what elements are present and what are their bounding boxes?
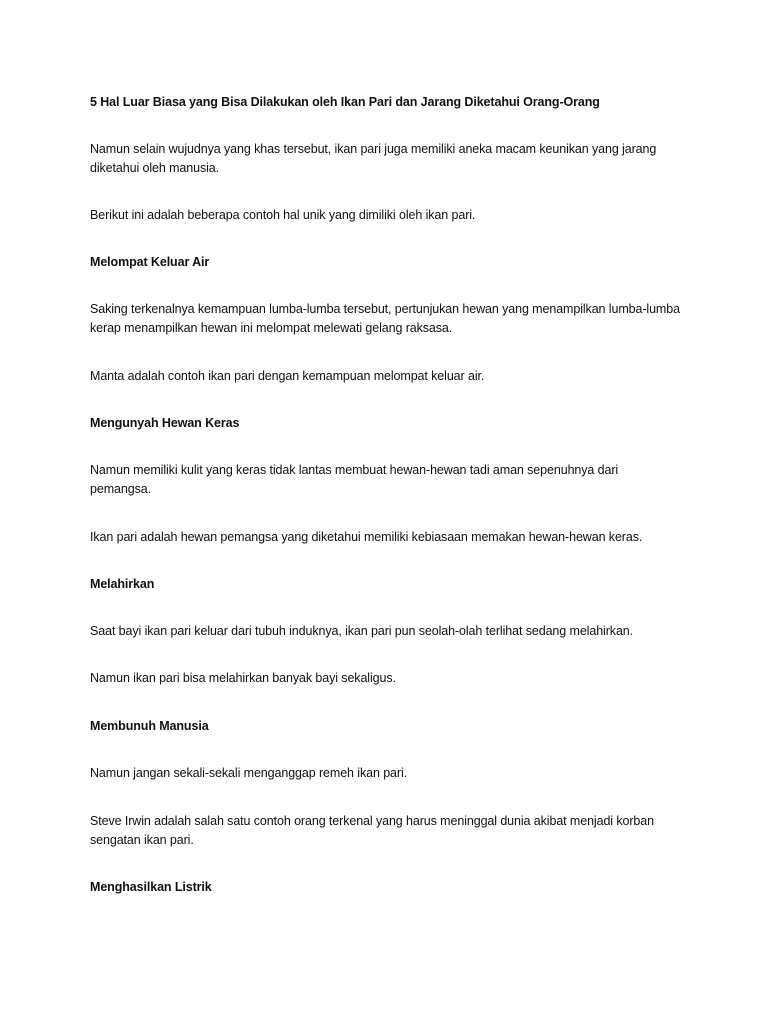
section-paragraph: Namun ikan pari bisa melahirkan banyak bayi sekaligus.	[90, 671, 396, 685]
section-paragraph: Manta adalah contoh ikan pari dengan kemampuan melompat keluar air.	[90, 369, 485, 383]
section-heading-melahirkan: Melahirkan	[90, 577, 155, 591]
section-paragraph: Saking terkenalnya kemampuan lumba-lumba tersebut, pertunjukan hewan yang menampilkan lumba-lumba kerap menampilkan hewan ini melompat melewati gelang raksasa.	[90, 302, 680, 335]
section-paragraph: Namun jangan sekali-sekali menganggap remeh ikan pari.	[90, 766, 408, 780]
section-heading-melompat: Melompat Keluar Air	[90, 255, 210, 269]
section-paragraph: Steve Irwin adalah salah satu contoh orang terkenal yang harus meninggal dunia akibat menjadi korban sengatan ikan pari.	[90, 814, 654, 847]
intro-paragraph-1: Namun selain wujudnya yang khas tersebut, ikan pari juga memiliki aneka macam keunikan yang jarang diketahui oleh manusia.	[90, 142, 657, 175]
section-paragraph: Saat bayi ikan pari keluar dari tubuh induknya, ikan pari pun seolah-olah terlihat sedang melahirkan.	[90, 624, 634, 638]
section-paragraph: Ikan pari adalah hewan pemangsa yang diketahui memiliki kebiasaan memakan hewan-hewan keras.	[90, 530, 643, 544]
intro-paragraph-2: Berikut ini adalah beberapa contoh hal unik yang dimiliki oleh ikan pari.	[90, 208, 476, 222]
document-title: 5 Hal Luar Biasa yang Bisa Dilakukan oleh Ikan Pari dan Jarang Diketahui Orang-Orang	[90, 95, 600, 109]
section-paragraph: Namun memiliki kulit yang keras tidak lantas membuat hewan-hewan tadi aman sepenuhnya dari pemangsa.	[90, 463, 619, 496]
section-heading-menghasilkan: Menghasilkan Listrik	[90, 880, 212, 894]
section-heading-mengunyah: Mengunyah Hewan Keras	[90, 416, 240, 430]
section-heading-membunuh: Membunuh Manusia	[90, 719, 209, 733]
